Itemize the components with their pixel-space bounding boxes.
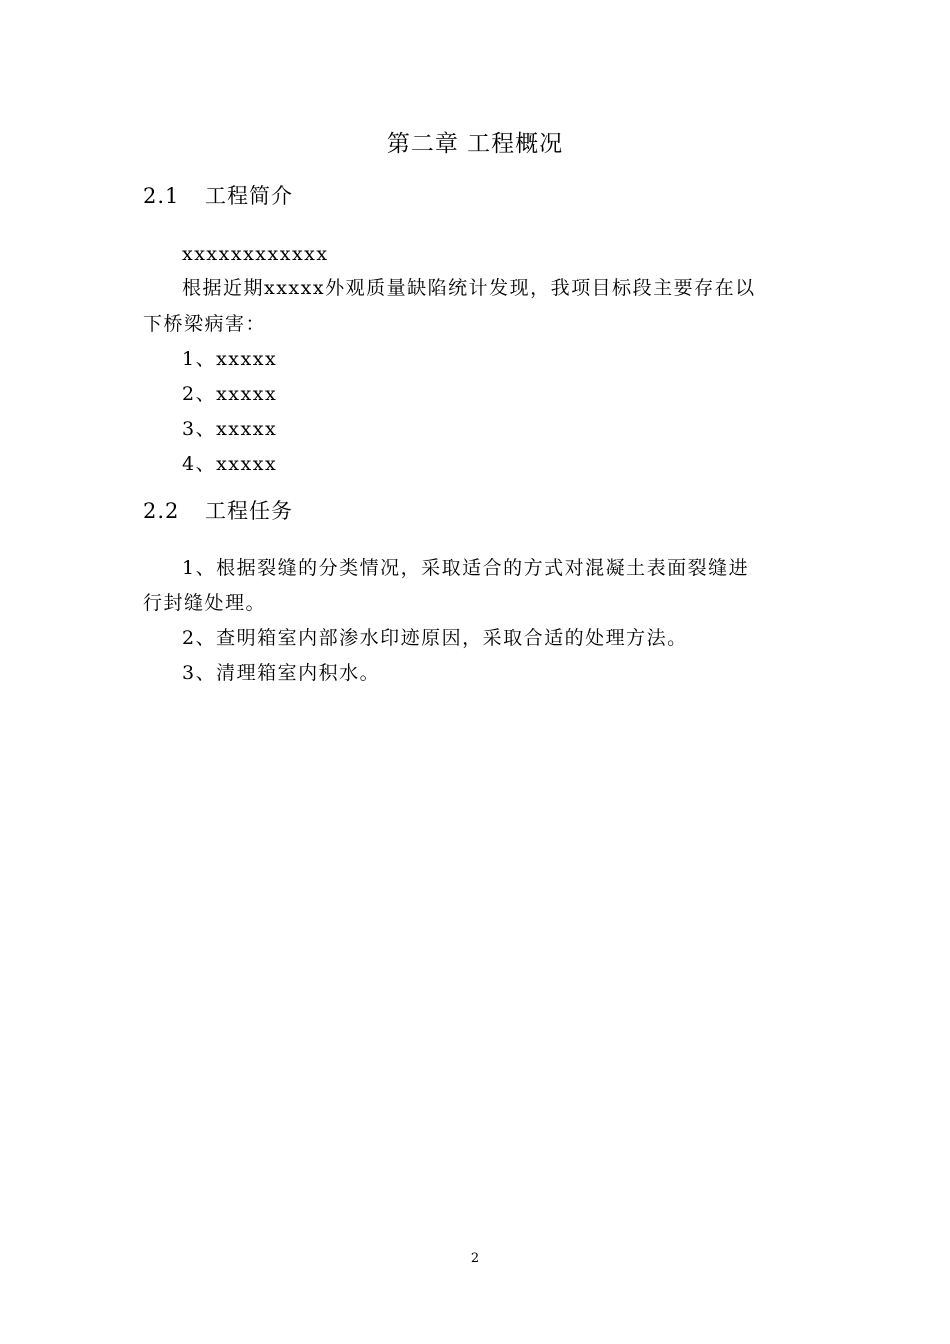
section-heading-2-2 [143, 496, 293, 526]
list-item: 2、xxxxx [182, 383, 278, 405]
section-heading-2-1 [143, 181, 293, 211]
section-number: 2.1 [143, 184, 180, 208]
paragraph-line: 下桥梁病害： [143, 313, 267, 335]
paragraph-line: xxxxxxxxxxxx [182, 243, 329, 265]
chapter-title: 第二章 工程概况 [386, 131, 564, 157]
paragraph-line: 2、查明箱室内部渗水印迹原因，采取合适的处理方法。 [182, 627, 688, 649]
page-number: 2 [470, 1251, 480, 1266]
section-title: 工程简介 [205, 184, 293, 208]
paragraph-line: 根据近期xxxxx外观质量缺陷统计发现，我项目标段主要存在以 [182, 277, 756, 299]
paragraph-line: 3、清理箱室内积水。 [182, 662, 381, 684]
section-title: 工程任务 [205, 499, 293, 523]
list-item: 3、xxxxx [182, 418, 278, 440]
paragraph-line: 1、根据裂缝的分类情况，采取适合的方式对混凝土表面裂缝进 [182, 557, 750, 579]
list-item: 4、xxxxx [182, 453, 278, 475]
list-item: 1、xxxxx [182, 348, 278, 370]
paragraph-line: 行封缝处理。 [143, 592, 267, 614]
section-number: 2.2 [143, 499, 180, 523]
